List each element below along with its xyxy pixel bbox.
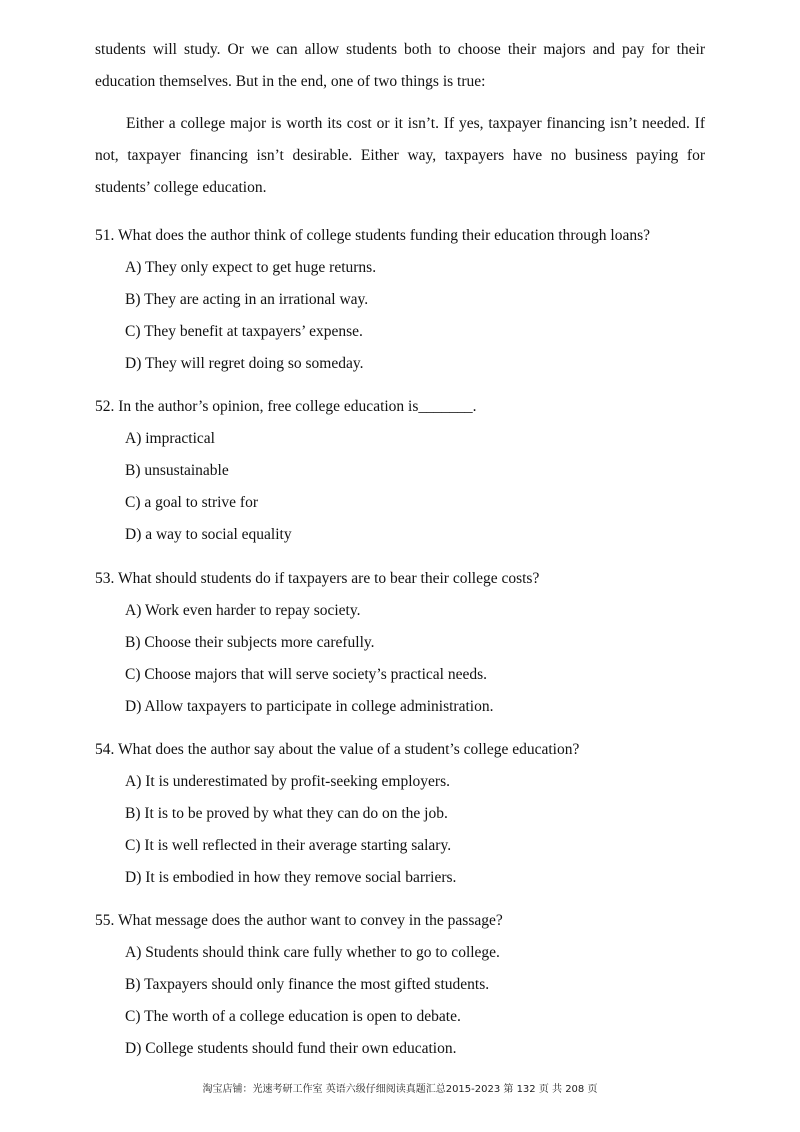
option-d: D) They will regret doing so someday. xyxy=(125,355,364,372)
option-list xyxy=(95,601,715,717)
question-stem: 54. What does the author say about the value of a student’s college education? xyxy=(95,741,580,758)
passage-paragraph-2: Either a college major is worth its cost or it isn’t. If yes, taxpayer financing isn’t needed. If not, taxpayer financing isn’t desirable. Either way, taxpayers have no business paying for students’ college education. xyxy=(95,115,705,196)
option-b: B) It is to be proved by what they can do on the job. xyxy=(125,805,448,822)
option-c: C) The worth of a college education is open to debate. xyxy=(125,1008,461,1025)
question-stem: 52. In the author’s opinion, free college education is_______. xyxy=(95,398,477,415)
option-c: C) They benefit at taxpayers’ expense. xyxy=(125,323,363,340)
option-a: A) They only expect to get huge returns. xyxy=(125,259,377,276)
option-a: A) Work even harder to repay society. xyxy=(125,602,361,619)
question-54 xyxy=(95,740,715,888)
option-c: C) Choose majors that will serve society’s practical needs. xyxy=(125,666,488,683)
option-c: C) a goal to strive for xyxy=(125,494,259,511)
question-53 xyxy=(95,569,715,717)
question-stem: 53. What should students do if taxpayers are to bear their college costs? xyxy=(95,570,540,587)
option-b: B) unsustainable xyxy=(125,462,229,479)
question-stem: 55. What message does the author want to convey in the passage? xyxy=(95,912,503,929)
question-55 xyxy=(95,911,715,1059)
option-b: B) They are acting in an irrational way. xyxy=(125,291,369,308)
option-b: B) Taxpayers should only finance the most gifted students. xyxy=(125,976,490,993)
option-d: D) College students should fund their own education. xyxy=(125,1040,457,1057)
option-c: C) It is well reflected in their average starting salary. xyxy=(125,837,452,854)
option-a: A) impractical xyxy=(125,430,215,447)
page-footer: 淘宝店铺：光速考研工作室 英语六级仔细阅读真题汇总2015-2023 第 132 页 共 208 页 xyxy=(202,1084,598,1095)
question-52 xyxy=(95,397,715,545)
option-b: B) Choose their subjects more carefully. xyxy=(125,634,375,651)
option-list xyxy=(95,943,715,1059)
question-stem: 51. What does the author think of college students funding their education through loans? xyxy=(95,227,651,244)
question-51 xyxy=(95,226,715,374)
option-d: D) It is embodied in how they remove social barriers. xyxy=(125,869,457,886)
option-a: A) Students should think care fully whether to go to college. xyxy=(125,944,500,961)
passage-paragraph-1: students will study. Or we can allow students both to choose their majors and pay for their education themselves. But in the end, one of two things is true: xyxy=(95,41,705,90)
option-list xyxy=(95,429,715,545)
option-list xyxy=(95,258,715,374)
option-a: A) It is underestimated by profit-seeking employers. xyxy=(125,773,450,790)
option-list xyxy=(95,772,715,888)
option-d: D) a way to social equality xyxy=(125,526,292,543)
option-d: D) Allow taxpayers to participate in college administration. xyxy=(125,698,494,715)
